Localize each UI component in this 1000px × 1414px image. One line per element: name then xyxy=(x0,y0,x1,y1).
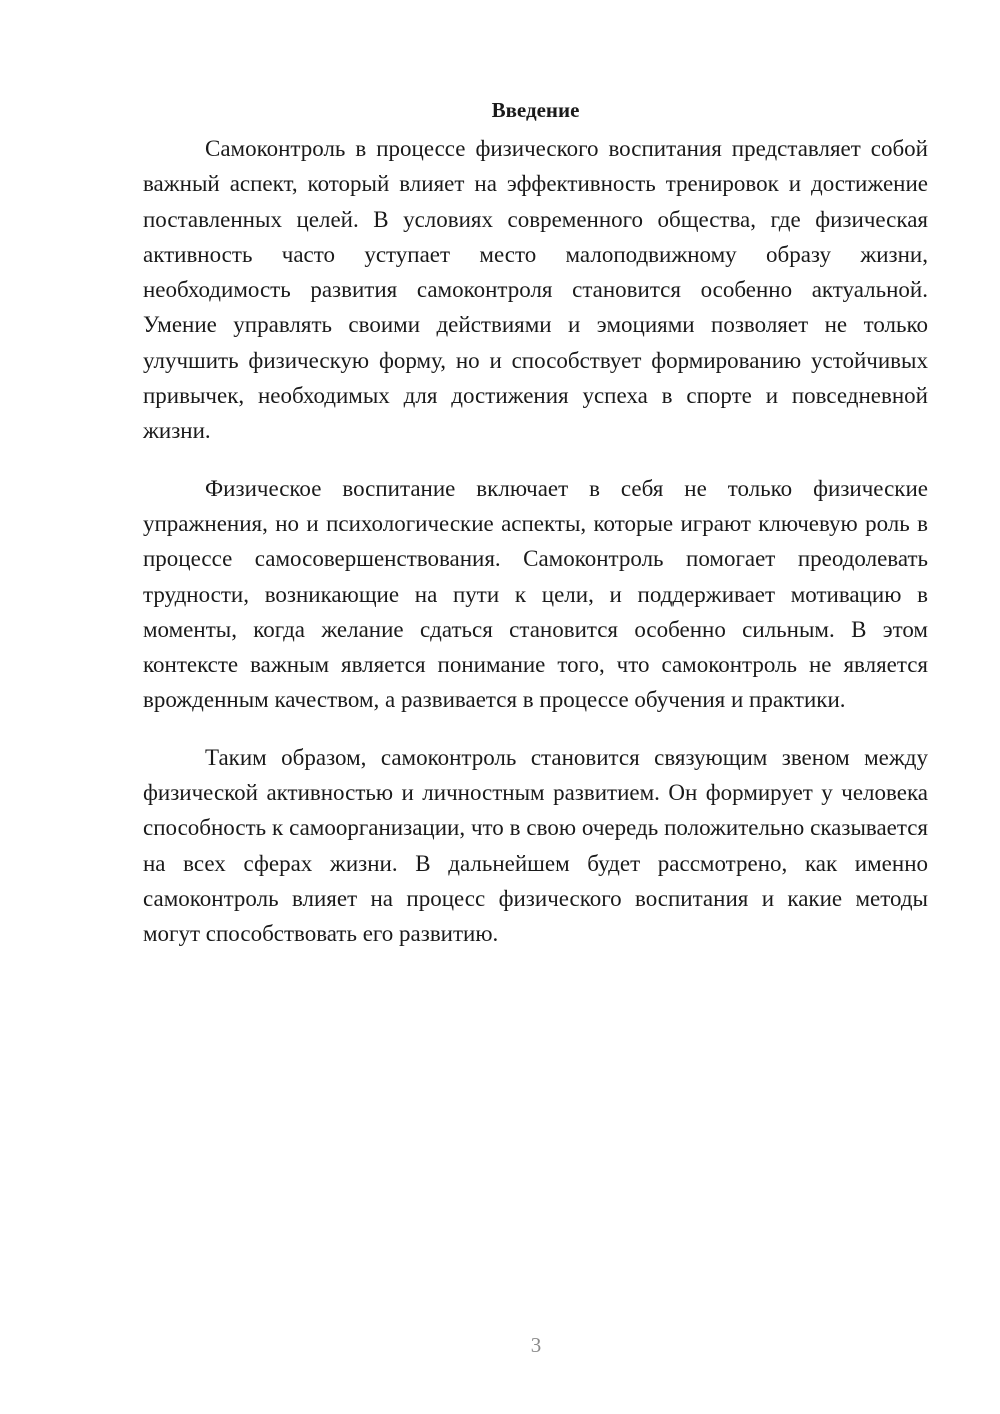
paragraph-3: Таким образом, самоконтроль становится связующим звеном между физической активностью и личностным развитием. Он формирует у человека способность к самоорганизации, что в свою очередь положительно сказывается на всех сферах жизни. В дальнейшем будет рассмотрено, как именно самоконтроль влияет на процесс физического воспитания и какие методы могут способствовать его развитию. xyxy=(143,744,928,947)
section-title: Введение xyxy=(491,98,580,122)
page-content xyxy=(143,95,928,974)
paragraph-2: Физическое воспитание включает в себя не только физические упражнения, но и психологические аспекты, которые играют ключевую роль в процессе самосовершенствования. Самоконтроль помогает преодолевать трудности, возникающие на пути к цели, и поддерживает мотивацию в моменты, когда желание сдаться становится особенно сильным. В этом контексте важным является понимание того, что самоконтроль не является врожденным качеством, а развивается в процессе обучения и практики. xyxy=(143,475,928,713)
paragraph-1: Самоконтроль в процессе физического воспитания представляет собой важный аспект, который влияет на эффективность тренировок и достижение поставленных целей. В условиях современного общества, где физическая активность часто уступает место малоподвижному образу жизни, необходимость развития самоконтроля становится особенно актуальной. Умение управлять своими действиями и эмоциями позволяет не только улучшить физическую форму, но и способствует формированию устойчивых привычек, необходимых для достижения успеха в спорте и повседневной жизни. xyxy=(143,136,928,444)
page-number: 3 xyxy=(530,1333,542,1357)
